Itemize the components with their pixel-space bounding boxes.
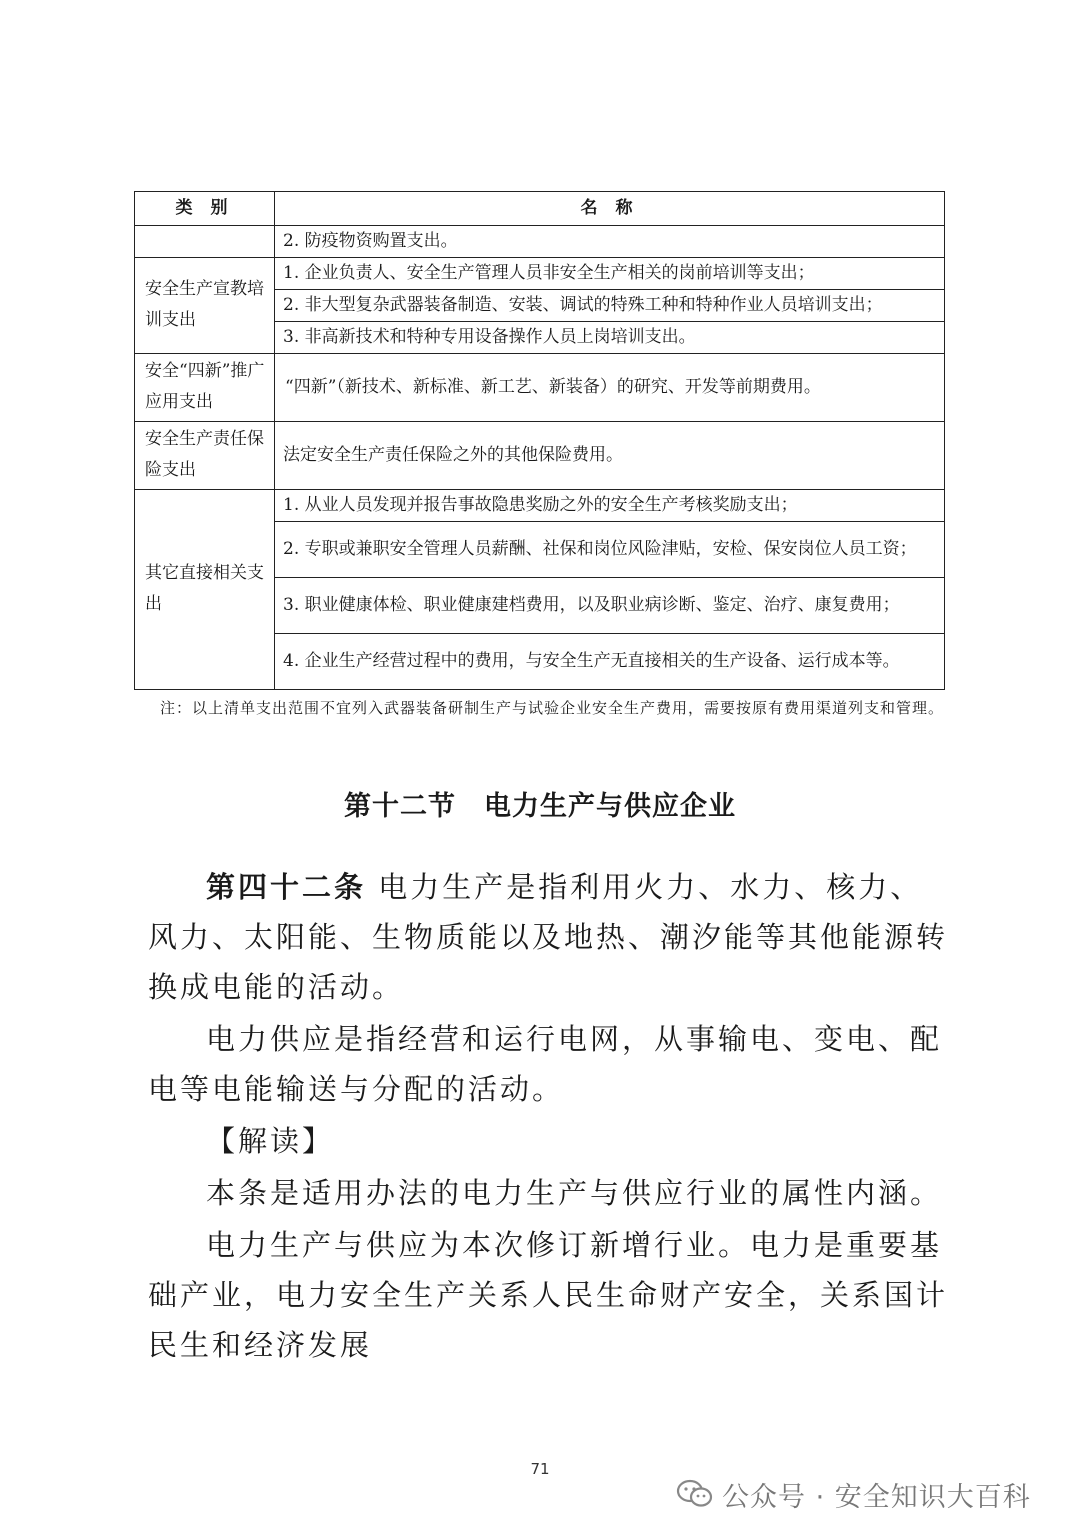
table-header-row	[135, 192, 945, 226]
table-category-cell	[135, 226, 275, 258]
table-item-cell: 2. 防疫物资购置支出。	[275, 226, 945, 258]
table-item-cell: 3. 职业健康体检、职业健康建档费用，以及职业病诊断、鉴定、治疗、康复费用；	[275, 578, 945, 634]
table-item-cell: “四新”（新技术、新标准、新工艺、新装备）的研究、开发等前期费用。	[275, 354, 945, 422]
table-category-cell: 安全“四新”推广应用支出	[135, 354, 275, 422]
table-row	[135, 422, 945, 490]
table-row	[135, 490, 945, 522]
page-number: 71	[530, 1460, 550, 1478]
header-category: 类 别	[135, 192, 275, 226]
paragraph-interpretation: 本条是适用办法的电力生产与供应行业的属性内涵。	[206, 1176, 943, 1210]
section-title: 第十二节 电力生产与供应企业	[344, 791, 736, 822]
table-item-cell: 3. 非高新技术和特种专用设备操作人员上岗培训支出。	[275, 322, 945, 354]
table-item-cell: 4. 企业生产经营过程中的费用，与安全生产无直接相关的生产设备、运行成本等。	[275, 634, 945, 690]
watermark	[676, 1474, 1031, 1514]
table-category-cell: 安全生产责任保险支出	[135, 422, 275, 490]
paragraph-new-industry: 电力生产与供应为本次修订新增行业。电力是重要基础产业，电力安全生产关系人民生命财产安全，关系国计民生和经济发展	[148, 1228, 949, 1362]
table-row	[135, 354, 945, 422]
table-item-cell: 1. 企业负责人、安全生产管理人员非安全生产相关的岗前培训等支出；	[275, 258, 945, 290]
table-item-cell: 1. 从业人员发现并报告事故隐患奖励之外的安全生产考核奖励支出；	[275, 490, 945, 522]
interpretation-heading: 【解读】	[206, 1124, 335, 1158]
table-item-cell: 2. 专职或兼职安全管理人员薪酬、社保和岗位风险津贴，安检、保安岗位人员工资；	[275, 522, 945, 578]
article-number: 第四十二条	[206, 870, 367, 904]
article-text: 电力生产是指利用火力、水力、核力、风力、太阳能、生物质能以及地热、潮汐能等其他能源转换成电能的活动。	[148, 870, 949, 1004]
table-row	[135, 226, 945, 258]
table-item-cell: 2. 非大型复杂武器装备制造、安装、调试的特殊工种和特种作业人员培训支出；	[275, 290, 945, 322]
table-item-cell: 法定安全生产责任保险之外的其他保险费用。	[275, 422, 945, 490]
table-category-cell: 其它直接相关支出	[135, 490, 275, 690]
table-category-cell: 安全生产宣教培训支出	[135, 258, 275, 354]
header-name: 名 称	[275, 192, 945, 226]
table-row	[135, 258, 945, 290]
watermark-text: 公众号 · 安全知识大百科	[722, 1481, 1031, 1513]
cost-table	[134, 191, 945, 690]
table-note: 注：以上清单支出范围不宜列入武器装备研制生产与试验企业安全生产费用，需要按原有费用渠道列支和管理。	[160, 699, 945, 717]
article-paragraph	[148, 862, 948, 1012]
wechat-icon	[676, 1478, 714, 1510]
paragraph-power-supply: 电力供应是指经营和运行电网，从事输电、变电、配电等电能输送与分配的活动。	[148, 1022, 943, 1106]
